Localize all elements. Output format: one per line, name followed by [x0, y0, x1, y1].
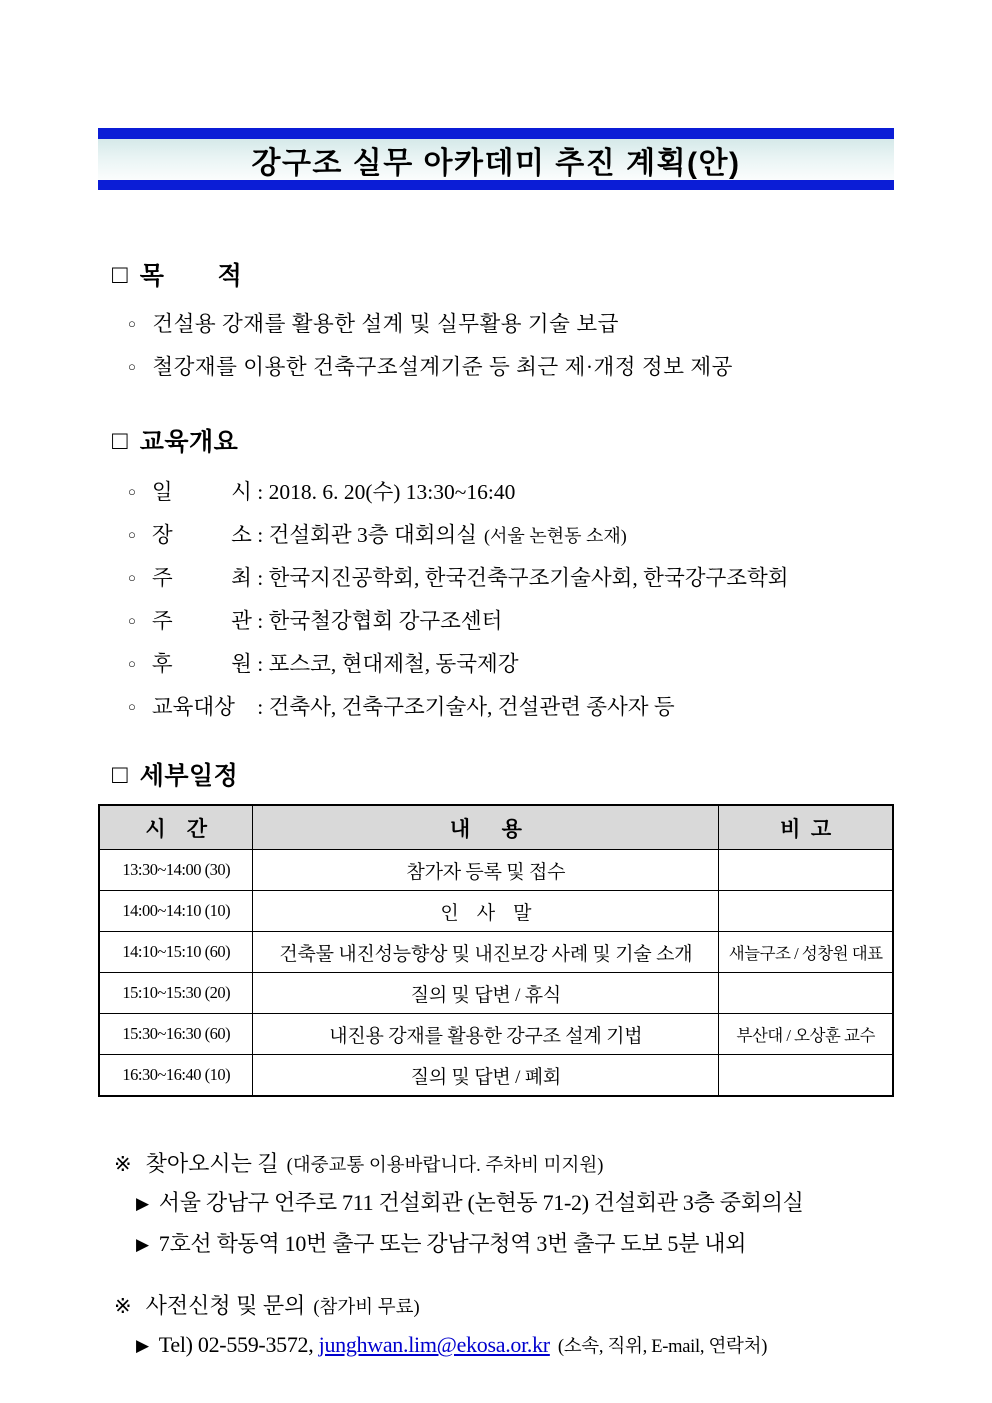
table-row [99, 891, 893, 932]
field-label: 주 최 [151, 566, 252, 590]
document-title: 강구조 실무 아카데미 추진 계획(안) [251, 146, 741, 180]
overview-item-venue [128, 515, 894, 558]
table-header-row [99, 805, 893, 850]
cell-remark [719, 891, 893, 932]
column-header-time: 시 간 [99, 805, 253, 850]
cell-time: 15:10~15:30 (20) [99, 973, 253, 1014]
title-banner [98, 128, 894, 190]
label-separator: : [251, 566, 269, 590]
directions-title: 찾아오시는 길 [145, 1151, 279, 1176]
circle-bullet-icon: ○ [128, 527, 136, 542]
field-value: 2018. 6. 20(수) 13:30~16:40 [268, 480, 516, 504]
circle-bullet-icon: ○ [128, 359, 137, 374]
application-heading [114, 1289, 894, 1325]
cell-remark: 새늘구조 / 성창원 대표 [719, 932, 893, 973]
circle-bullet-icon: ○ [128, 570, 136, 585]
overview-item-audience [128, 687, 894, 730]
cell-remark [719, 973, 893, 1014]
cell-remark: 부산대 / 오상훈 교수 [719, 1014, 893, 1055]
application-note: (참가비 무료) [313, 1298, 420, 1318]
direction-item-address [136, 1183, 894, 1224]
section-heading-schedule [112, 756, 894, 792]
label-separator: : [251, 652, 269, 676]
cell-time: 14:00~14:10 (10) [99, 891, 253, 932]
table-row [99, 850, 893, 891]
arrow-bullet-icon: ▶ [136, 1194, 149, 1213]
field-value: 한국철강협회 강구조센터 [268, 609, 503, 633]
cell-time: 15:30~16:30 (60) [99, 1014, 253, 1055]
cell-content: 질의 및 답변 / 폐회 [253, 1055, 719, 1097]
square-marker-icon: □ [112, 259, 128, 289]
column-header-remark: 비 고 [719, 805, 893, 850]
label-separator: : [251, 480, 269, 504]
cell-content: 건축물 내진성능향상 및 내진보강 사례 및 기술 소개 [253, 932, 719, 973]
reference-marker-icon: ※ [114, 1294, 132, 1318]
field-label: 후 원 [151, 652, 252, 676]
circle-bullet-icon: ○ [128, 613, 136, 628]
column-header-content: 내 용 [253, 805, 719, 850]
cell-remark [719, 850, 893, 891]
list-item [128, 347, 894, 390]
direction-text: 서울 강남구 언주로 711 건설회관 (논현동 71-2) 건설회관 3층 중회의실 [158, 1190, 804, 1215]
schedule-table [98, 804, 894, 1097]
cell-time: 16:30~16:40 (10) [99, 1055, 253, 1097]
arrow-bullet-icon: ▶ [136, 1336, 149, 1355]
table-row [99, 1055, 893, 1097]
field-label: 장 소 [151, 523, 252, 547]
section-title: 세부일정 [139, 762, 239, 790]
section-title: 교육개요 [139, 428, 239, 456]
application-title: 사전신청 및 문의 [145, 1293, 306, 1318]
cell-remark [719, 1055, 893, 1097]
direction-item-subway [136, 1224, 894, 1265]
reference-marker-icon: ※ [114, 1152, 132, 1176]
table-row [99, 1014, 893, 1055]
cell-content: 질의 및 답변 / 휴식 [253, 973, 719, 1014]
field-note: (서울 논현동 소재) [484, 526, 627, 546]
contact-fields-note: (소속, 직위, E-mail, 연락처) [557, 1337, 768, 1357]
circle-bullet-icon: ○ [128, 484, 136, 499]
cell-content: 내진용 강재를 활용한 강구조 설계 기법 [253, 1014, 719, 1055]
field-value: 한국지진공학회, 한국건축구조기술사회, 한국강구조학회 [268, 566, 789, 590]
contact-line [136, 1325, 894, 1367]
list-item-text: 철강재를 이용한 건축구조설계기준 등 최근 제·개정 정보 제공 [152, 355, 733, 379]
square-marker-icon: □ [112, 759, 128, 789]
overview-item-organizer [128, 601, 894, 644]
section-heading-overview [112, 422, 894, 458]
list-item [128, 304, 894, 347]
email-link[interactable]: junghwan.lim@ekosa.or.kr [318, 1332, 550, 1357]
circle-bullet-icon: ○ [128, 316, 137, 331]
arrow-bullet-icon: ▶ [136, 1235, 149, 1254]
label-separator: : [251, 523, 269, 547]
label-separator: : [251, 609, 269, 633]
overview-item-datetime [128, 472, 894, 515]
square-marker-icon: □ [112, 425, 128, 455]
field-value: 건설회관 3층 대회의실 [268, 523, 478, 547]
directions-section [114, 1147, 894, 1265]
phone-number: Tel) 02-559-3572, [158, 1332, 319, 1357]
cell-time: 14:10~15:10 (60) [99, 932, 253, 973]
table-row [99, 973, 893, 1014]
overview-item-sponsor [128, 644, 894, 687]
field-value: 건축사, 건축구조기술사, 건설관련 종사자 등 [268, 695, 675, 719]
directions-heading [114, 1147, 894, 1183]
circle-bullet-icon: ○ [128, 699, 136, 714]
application-section [114, 1289, 894, 1367]
section-title: 목 적 [139, 262, 242, 290]
purpose-list [128, 304, 894, 390]
field-label: 일 시 [151, 480, 252, 504]
cell-content: 인 사 말 [253, 891, 719, 932]
field-label: 주 관 [151, 609, 252, 633]
field-value: 포스코, 현대제철, 동국제강 [268, 652, 519, 676]
section-heading-purpose [112, 256, 894, 292]
list-item-text: 건설용 강재를 활용한 설계 및 실무활용 기술 보급 [152, 312, 619, 336]
overview-item-host [128, 558, 894, 601]
cell-time: 13:30~14:00 (30) [99, 850, 253, 891]
field-label: 교육대상 [151, 695, 235, 719]
table-row [99, 932, 893, 973]
directions-note: (대중교통 이용바랍니다. 주차비 미지원) [286, 1156, 604, 1176]
cell-content: 참가자 등록 및 접수 [253, 850, 719, 891]
overview-list [128, 472, 894, 730]
label-separator: : [251, 695, 269, 719]
direction-text: 7호선 학동역 10번 출구 또는 강남구청역 3번 출구 도보 5분 내외 [158, 1231, 747, 1256]
circle-bullet-icon: ○ [128, 656, 136, 671]
